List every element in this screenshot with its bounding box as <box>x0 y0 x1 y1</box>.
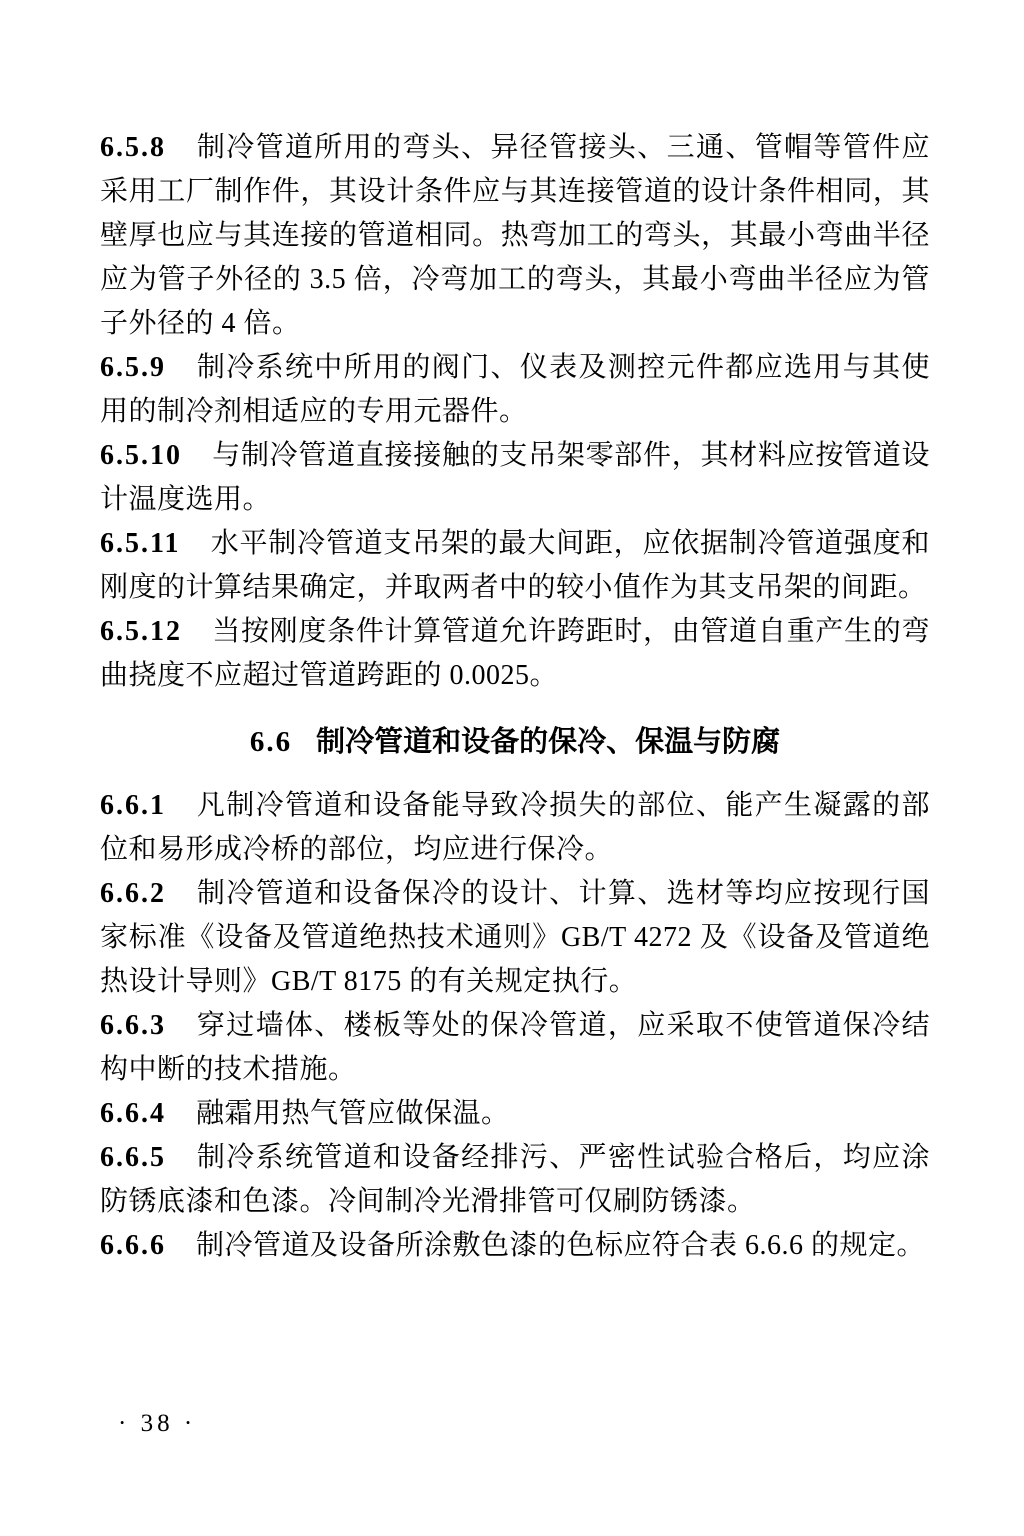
document-body <box>100 126 930 1268</box>
clause-6-5-10 <box>100 434 930 522</box>
clause-text: 与制冷管道直接接触的支吊架零部件，其材料应按管道设计温度选用。 <box>100 440 930 515</box>
clause-6-5-12 <box>100 610 930 698</box>
clause-number: 6.5.12 <box>100 616 182 647</box>
clause-number: 6.6.5 <box>100 1142 166 1173</box>
clause-text: 当按刚度条件计算管道允许跨距时，由管道自重产生的弯曲挠度不应超过管道跨距的 0.0025。 <box>100 616 930 691</box>
clause-text: 凡制冷管道和设备能导致冷损失的部位、能产生凝露的部位和易形成冷桥的部位，均应进行保冷。 <box>100 790 930 865</box>
page-number: · 38 · <box>118 1410 197 1437</box>
clause-number: 6.6.1 <box>100 790 166 821</box>
clause-text: 制冷系统管道和设备经排污、严密性试验合格后，均应涂防锈底漆和色漆。冷间制冷光滑排管可仅刷防锈漆。 <box>100 1142 930 1217</box>
clause-number: 6.6.2 <box>100 878 166 909</box>
clause-text: 穿过墙体、楼板等处的保冷管道，应采取不使管道保冷结构中断的技术措施。 <box>100 1010 930 1085</box>
clause-6-5-9 <box>100 346 930 434</box>
clause-6-6-1 <box>100 784 930 872</box>
clause-6-6-2 <box>100 872 930 1004</box>
clause-text: 制冷系统中所用的阀门、仪表及测控元件都应选用与其使用的制冷剂相适应的专用元器件。 <box>100 352 930 427</box>
clause-6-6-6 <box>100 1224 930 1268</box>
clause-number: 6.6.6 <box>100 1230 166 1261</box>
clause-6-6-3 <box>100 1004 930 1092</box>
clause-text: 制冷管道和设备保冷的设计、计算、选材等均应按现行国家标准《设备及管道绝热技术通则》GB/T 4272 及《设备及管道绝热设计导则》GB/T 8175 的有关规定执行。 <box>100 878 930 997</box>
clause-number: 6.5.8 <box>100 132 166 163</box>
clause-6-6-5 <box>100 1136 930 1224</box>
section-number: 6.6 <box>249 726 293 758</box>
clause-6-5-11 <box>100 522 930 610</box>
clause-number: 6.5.9 <box>100 352 166 383</box>
clause-6-5-8 <box>100 126 930 346</box>
clause-text: 制冷管道及设备所涂敷色漆的色标应符合表 6.6.6 的规定。 <box>196 1230 926 1261</box>
clause-6-6-4 <box>100 1092 930 1136</box>
clause-text: 制冷管道所用的弯头、异径管接头、三通、管帽等管件应采用工厂制作件，其设计条件应与其连接管道的设计条件相同，其壁厚也应与其连接的管道相同。热弯加工的弯头，其最小弯曲半径应为管子外径的 3.5 倍，冷弯加工的弯头，其最小弯曲半径应为管子外径的 4 倍。 <box>100 132 930 339</box>
section-title: 制冷管道和设备的保冷、保温与防腐 <box>316 726 781 758</box>
clause-text: 融霜用热气管应做保温。 <box>196 1098 510 1129</box>
clause-text: 水平制冷管道支吊架的最大间距，应依据制冷管道强度和刚度的计算结果确定，并取两者中的较小值作为其支吊架的间距。 <box>100 528 930 603</box>
section-heading-6-6 <box>100 720 930 764</box>
clause-number: 6.5.11 <box>100 528 181 559</box>
clause-number: 6.6.3 <box>100 1010 166 1041</box>
clause-number: 6.6.4 <box>100 1098 166 1129</box>
clause-number: 6.5.10 <box>100 440 182 471</box>
